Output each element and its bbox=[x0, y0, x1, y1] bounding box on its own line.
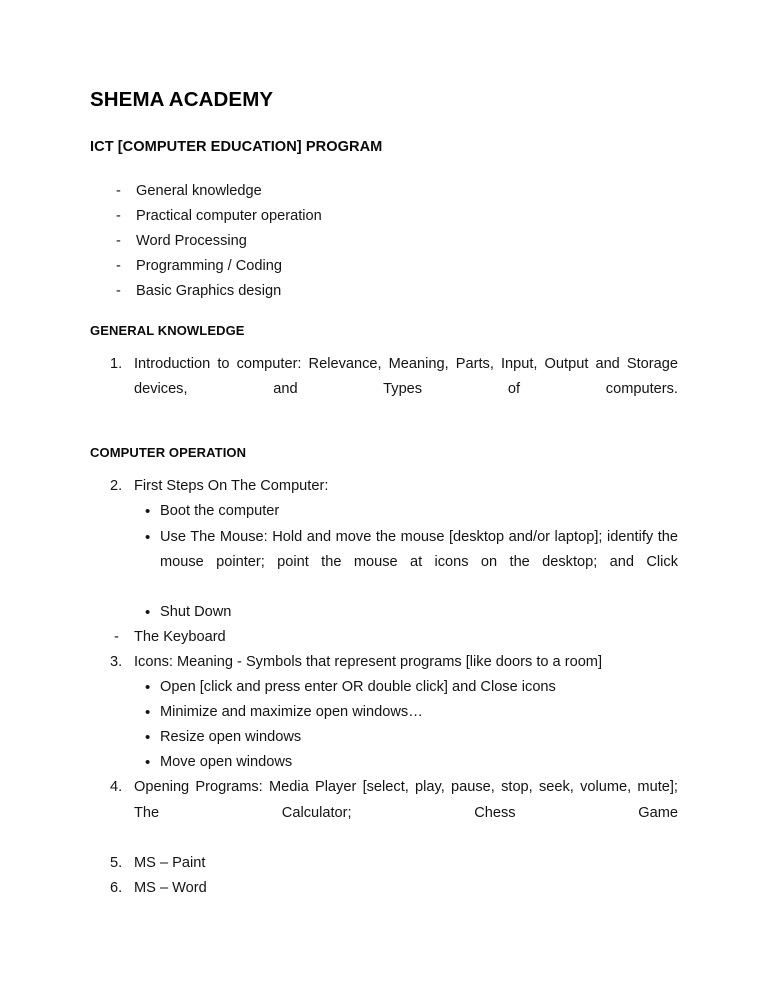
list-item-label: MS – Word bbox=[134, 879, 207, 896]
dash-marker: - bbox=[116, 183, 121, 200]
document-content bbox=[90, 88, 678, 901]
list-item bbox=[90, 525, 678, 600]
list-item-label: Icons: Meaning - Symbols that represent programs [like doors to a room] bbox=[134, 653, 603, 670]
bullet-icon: • bbox=[145, 679, 151, 697]
number-marker: 2. bbox=[110, 478, 123, 495]
list-item-label: Use The Mouse: Hold and move the mouse [desktop and/or laptop]; identify the mouse pointer; point the mouse at icons on the desktop; and Click bbox=[160, 528, 678, 570]
bullet-icon: • bbox=[145, 704, 151, 722]
dash-marker: - bbox=[116, 233, 121, 250]
list-item bbox=[90, 700, 678, 725]
number-marker: 4. bbox=[110, 779, 123, 796]
bullet-icon: • bbox=[145, 603, 151, 621]
list-item-label: First Steps On The Computer: bbox=[134, 478, 329, 495]
list-item-label: Move open windows bbox=[160, 754, 293, 771]
list-item-label: Minimize and maximize open windows… bbox=[160, 704, 423, 721]
list-item bbox=[90, 204, 678, 229]
number-marker: 1. bbox=[110, 355, 123, 372]
section-heading-computer-operation: COMPUTER OPERATION bbox=[90, 445, 247, 461]
number-marker: 3. bbox=[110, 653, 123, 670]
list-item bbox=[90, 179, 678, 204]
list-item bbox=[90, 876, 678, 901]
bullet-icon: • bbox=[145, 503, 151, 521]
list-item-label: Resize open windows bbox=[160, 729, 302, 746]
list-item bbox=[90, 650, 678, 675]
list-item-label: Programming / Coding bbox=[136, 258, 283, 275]
dash-marker: - bbox=[116, 208, 121, 225]
bullet-icon: • bbox=[145, 729, 151, 747]
dash-marker: - bbox=[116, 283, 121, 300]
program-subtitle: ICT [COMPUTER EDUCATION] PROGRAM bbox=[90, 138, 383, 155]
list-item-label: Open [click and press enter OR double click] and Close icons bbox=[160, 679, 556, 696]
list-item bbox=[90, 750, 678, 775]
list-item-label: Practical computer operation bbox=[136, 208, 322, 225]
dash-marker: - bbox=[114, 628, 119, 645]
list-item-label: Introduction to computer: Relevance, Meaning, Parts, Input, Output and Storage devices, and Types of computers. bbox=[134, 355, 678, 397]
list-item-label: Basic Graphics design bbox=[136, 283, 282, 300]
list-item bbox=[90, 851, 678, 876]
list-item bbox=[90, 625, 678, 650]
number-marker: 5. bbox=[110, 854, 123, 871]
dash-marker: - bbox=[116, 258, 121, 275]
list-item bbox=[90, 600, 678, 625]
program-areas-list bbox=[90, 179, 678, 304]
list-item bbox=[90, 499, 678, 524]
number-marker: 6. bbox=[110, 879, 123, 896]
list-item bbox=[90, 352, 678, 427]
list-item-label: MS – Paint bbox=[134, 854, 206, 871]
list-item-label: Boot the computer bbox=[160, 503, 280, 520]
list-item bbox=[90, 279, 678, 304]
page-title: SHEMA ACADEMY bbox=[90, 88, 274, 111]
list-item bbox=[90, 675, 678, 700]
list-item bbox=[90, 725, 678, 750]
list-item-label: The Keyboard bbox=[134, 628, 226, 645]
section-heading-general-knowledge: GENERAL KNOWLEDGE bbox=[90, 322, 245, 338]
bullet-icon: • bbox=[145, 754, 151, 772]
list-item bbox=[90, 474, 678, 499]
bullet-icon: • bbox=[145, 528, 151, 546]
list-item-label: General knowledge bbox=[136, 183, 262, 200]
list-item bbox=[90, 229, 678, 254]
list-item bbox=[90, 775, 678, 850]
list-item bbox=[90, 254, 678, 279]
list-item-label: Word Processing bbox=[136, 233, 247, 250]
list-item-label: Shut Down bbox=[160, 603, 232, 620]
list-item-label: Opening Programs: Media Player [select, play, pause, stop, seek, volume, mute]; The Calculator; Chess Game bbox=[134, 779, 678, 821]
